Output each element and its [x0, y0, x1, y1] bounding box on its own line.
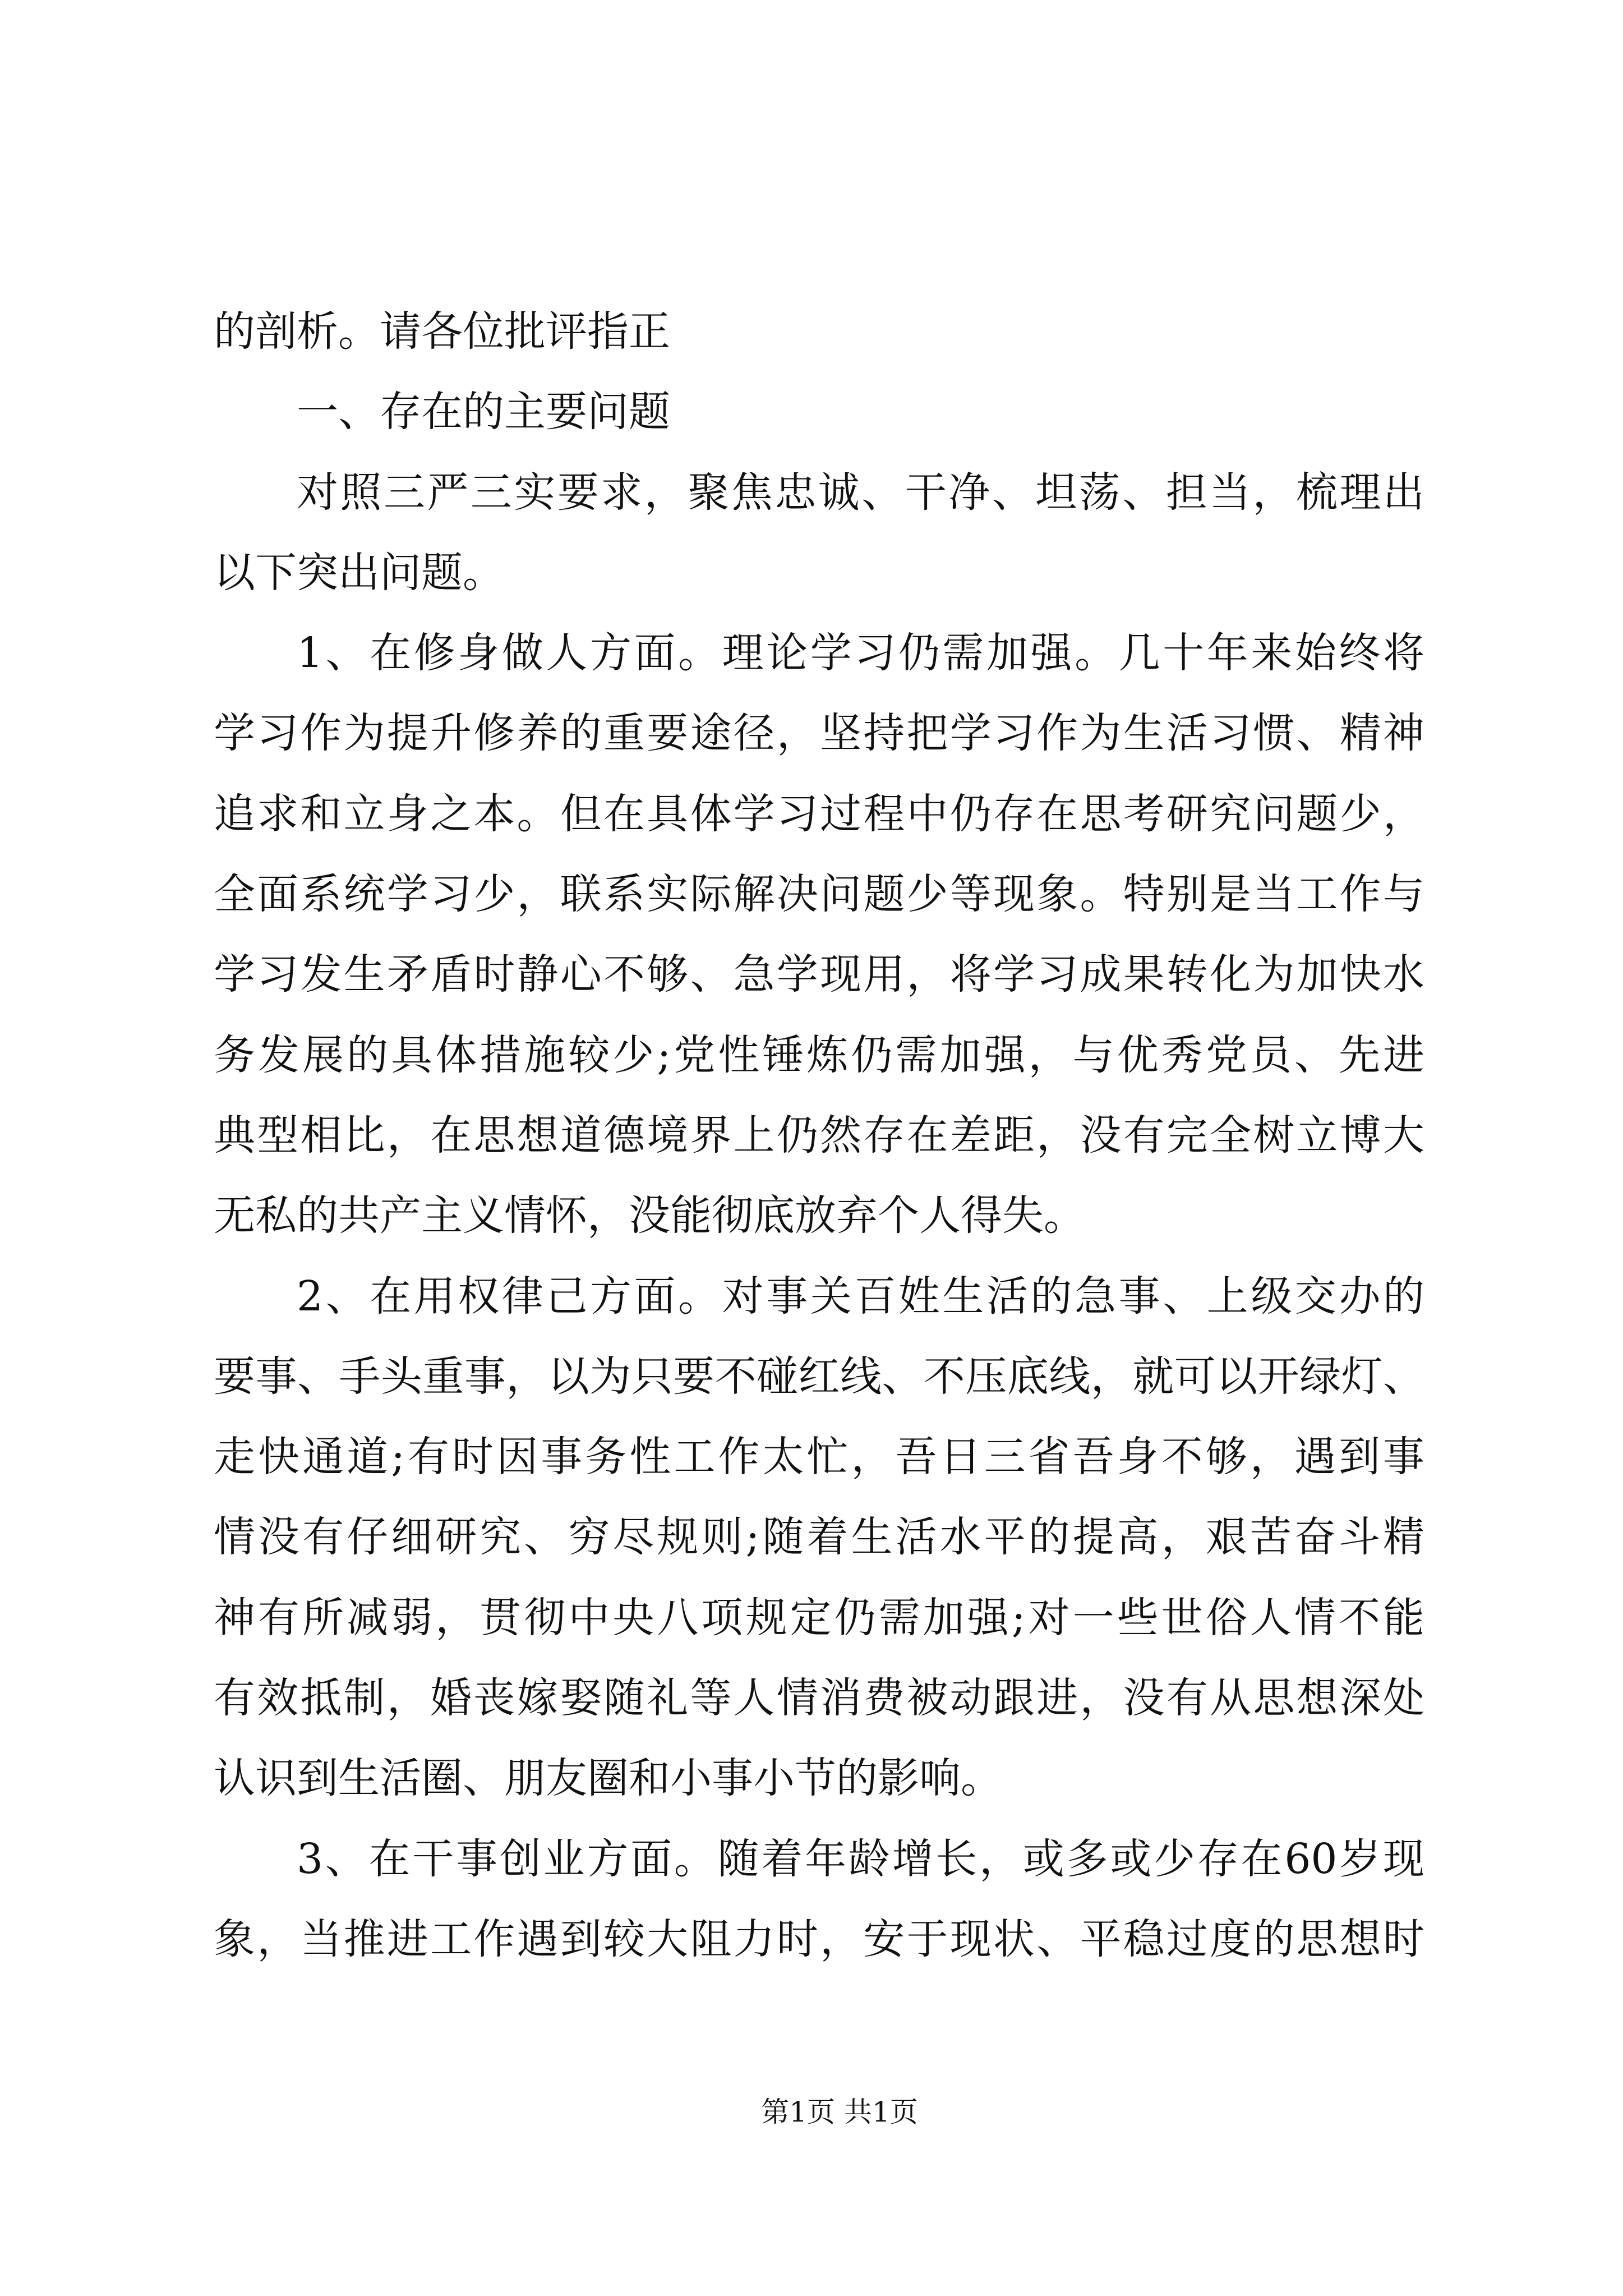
text-line: 追求和立身之本。但在具体学习过程中仍存在思考研究问题少， — [214, 789, 1424, 838]
problem-item-3 — [214, 1819, 1424, 1980]
text-line: 象，当推进工作遇到较大阻力时，安于现状、平稳过度的思想时 — [214, 1915, 1424, 1963]
text-line: 走快通道;有时因事务性工作太忙，吾日三省吾身不够，遇到事 — [214, 1433, 1424, 1481]
text-line: 认识到生活圈、朋友圈和小事小节的影响。 — [214, 1754, 1002, 1803]
intro-paragraph — [214, 453, 1424, 614]
text-line: 对照三严三实要求，聚焦忠诚、干净、坦荡、担当，梳理出 — [297, 468, 1424, 517]
text-line: 一、存在的主要问题 — [297, 388, 670, 436]
document-body — [214, 292, 1424, 1980]
text-line: 2、在用权律己方面。对事关百姓生活的急事、上级交办的 — [297, 1272, 1424, 1320]
page-number-footer: 第1页 共1页 — [761, 2096, 918, 2128]
text-line: 神有所减弱，贯彻中央八项规定仍需加强;对一些世俗人情不能 — [214, 1593, 1424, 1642]
text-line: 要事、手头重事，以为只要不碰红线、不压底线，就可以开绿灯、 — [214, 1352, 1424, 1401]
text-line: 学习作为提升修养的重要途径，坚持把学习作为生活习惯、精神 — [214, 709, 1424, 758]
problem-item-2 — [214, 1257, 1424, 1819]
text-line: 无私的共产主义情怀，没能彻底放弃个人得失。 — [214, 1191, 1085, 1240]
text-line: 3、在干事创业方面。随着年龄增长，或多或少存在60岁现 — [297, 1834, 1424, 1883]
text-line: 全面系统学习少，联系实际解决问题少等现象。特别是当工作与 — [214, 870, 1424, 919]
text-line: 的剖析。请各位批评指正 — [214, 307, 670, 356]
text-line: 学习发生矛盾时静心不够、急学现用，将学习成果转化为加快水 — [214, 950, 1424, 999]
text-line: 典型相比，在思想道德境界上仍然存在差距，没有完全树立博大 — [214, 1111, 1424, 1159]
text-line: 有效抵制，婚丧嫁娶随礼等人情消费被动跟进，没有从思想深处 — [214, 1674, 1424, 1723]
text-line: 以下突出问题。 — [214, 548, 504, 597]
paragraph-continued — [214, 292, 1424, 372]
section-heading — [214, 372, 1424, 452]
text-line: 务发展的具体措施较少;党性锤炼仍需加强，与优秀党员、先进 — [214, 1030, 1424, 1079]
text-line: 1、在修身做人方面。理论学习仍需加强。几十年来始终将 — [297, 629, 1424, 678]
text-line: 情没有仔细研究、穷尽规则;随着生活水平的提高，艰苦奋斗精 — [214, 1513, 1424, 1562]
problem-item-1 — [214, 613, 1424, 1256]
